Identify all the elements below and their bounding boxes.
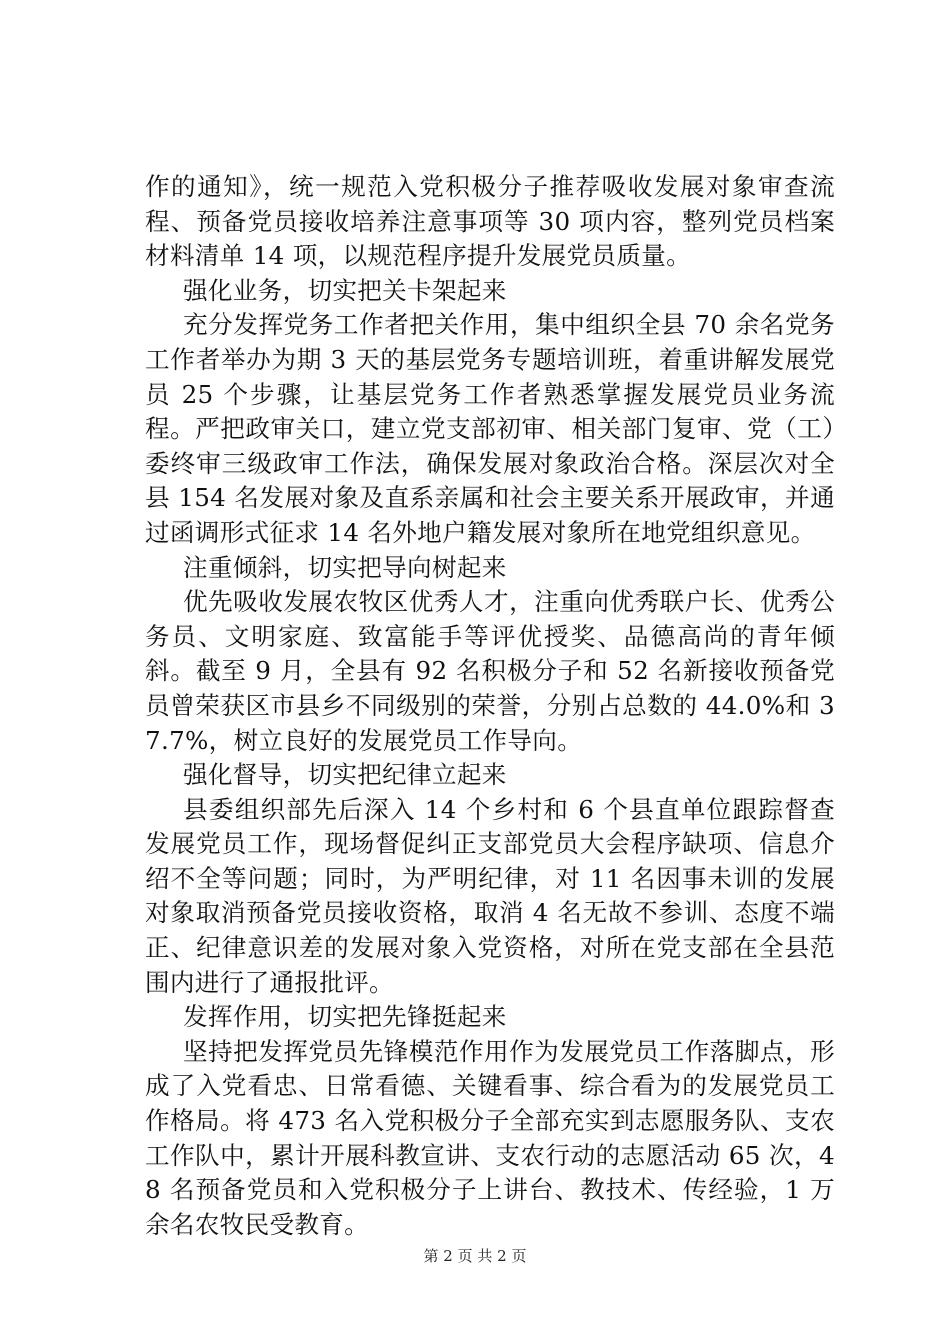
section-heading-discipline: 强化督导，切实把纪律立起来 [183, 760, 507, 790]
page-footer [0, 1246, 950, 1266]
page-number-label: 第 2 页 共 2 页 [423, 1247, 527, 1265]
section-heading-vanguard: 发挥作用，切实把先锋挺起来 [183, 1002, 507, 1032]
paragraph-discipline: 县委组织部先后深入 14 个乡村和 6 个县直单位跟踪督查发展党员工作，现场督促纠正支部党员大会程序缺项、信息介绍不全等问题；同时，为严明纪律，对 11 名因事未训的发展对象取消预备党员接收资格，取消 4 名无故不参训、态度不端正、纪律意识差的发展对象入党资格，对所在党支部在全县范围内进行了通报批评。 [145, 794, 835, 997]
paragraph-business: 充分发挥党务工作者把关作用，集中组织全县 70 余名党务工作者举办为期 3 天的基层党务专题培训班，着重讲解发展党员 25 个步骤，让基层党务工作者熟悉掌握发展党员业务流程。严把政审关口，建立党支部初审、相关部门复审、党（工）委终审三级政审工作法，确保发展对象政治合格。深层次对全县 154 名发展对象及直系亲属和社会主要关系开展政审，并通过函调形式征求 14 名外地户籍发展对象所在地党组织意见。 [145, 310, 835, 547]
document-body [145, 170, 835, 1242]
section-heading-orientation: 注重倾斜，切实把导向树起来 [183, 552, 507, 582]
paragraph-vanguard: 坚持把发挥党员先锋模范作用作为发展党员工作落脚点，形成了入党看忠、日常看德、关键看事、综合看为的发展党员工作格局。将 473 名入党积极分子全部充实到志愿服务队、支农工作队中，累计开展科教宣讲、支农行动的志愿活动 65 次，48 名预备党员和入党积极分子上讲台、教技术、传经验，1 万余名农牧民受教育。 [145, 1036, 835, 1239]
paragraph-orientation: 优先吸收发展农牧区优秀人才，注重向优秀联户长、优秀公务员、文明家庭、致富能手等评优授奖、品德高尚的青年倾斜。截至 9 月，全县有 92 名积极分子和 52 名新接收预备党员曾荣获区市县乡不同级别的荣誉，分别占总数的 44.0%和 37.7%，树立良好的发展党员工作导向。 [145, 587, 835, 755]
paragraph-continuation: 作的通知》，统一规范入党积极分子推荐吸收发展对象审查流程、预备党员接收培养注意事项等 30 项内容，整列党员档案材料清单 14 项，以规范程序提升发展党员质量。 [145, 172, 835, 271]
section-heading-business: 强化业务，切实把关卡架起来 [183, 275, 507, 305]
